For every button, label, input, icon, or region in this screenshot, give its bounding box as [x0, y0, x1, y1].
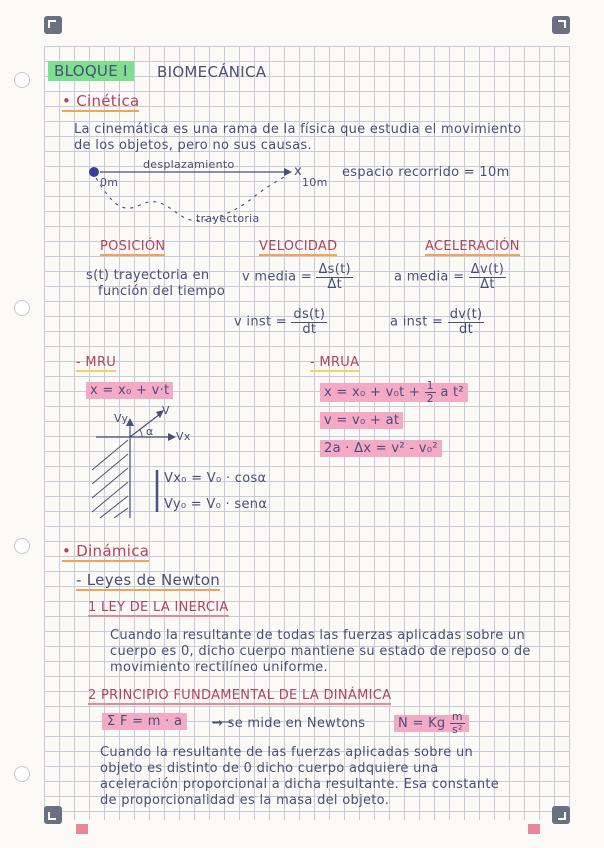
velocity-vector — [130, 414, 160, 437]
origin-point — [89, 167, 99, 177]
posicion-text-line: función del tiempo — [98, 284, 226, 299]
law1-text-line: cuerpo es 0, dicho cuerpo mantiene su estado de reposo o de — [110, 644, 531, 659]
law2-units-formula: N = Kg $\frac{m}{\text{s²}}$ — [394, 711, 469, 735]
law1-text-line: movimiento rectilíneo uniforme. — [110, 660, 328, 675]
vy0-formula: Vy₀ = V₀ · senα — [164, 497, 268, 512]
law2-text-line: objeto es distinto de 0 dicho cuerpo adquiere una — [100, 761, 439, 776]
end-label: x — [294, 164, 302, 179]
mrua-equation-velocity: v = v₀ + at — [320, 413, 403, 428]
angle-arc — [140, 430, 142, 437]
mru-equation: x = x₀ + v·t — [86, 383, 173, 398]
block-title: BLOQUE I — [48, 62, 134, 80]
law2-text-line: de proporcionalidad es la masa del objeto. — [100, 793, 390, 808]
heading-mrua: - MRUA — [310, 355, 360, 370]
displacement-label: desplazamiento — [143, 158, 235, 171]
displacement-arrowhead — [284, 168, 292, 176]
vy-label: Vy — [114, 412, 129, 425]
velocidad-media-formula: v media = $\frac{\Delta s(t)}{\Delta t}$ — [242, 262, 351, 292]
heading-laws-of-newton: - Leyes de Newton — [76, 571, 221, 589]
alpha-label: α — [146, 425, 154, 438]
vx-label: Vx — [176, 430, 191, 443]
law2-text-line: aceleración proporcional a dicha resultante. Esa constante — [100, 777, 500, 792]
aceleracion-media-formula: a media = $\frac{\Delta v(t)}{\Delta t}$ — [394, 262, 505, 292]
posicion-text-line: s(t) trayectoria en — [86, 268, 210, 283]
law2-units-text: → se mide en Newtons — [212, 716, 366, 731]
section-title-cinetica: • Cinética — [62, 92, 140, 110]
subject-title: BIOMECÁNICA — [157, 63, 267, 81]
start-label: 0m — [100, 176, 119, 189]
velocidad-inst-formula: v inst = $\frac{ds(t)}{dt}$ — [234, 307, 326, 337]
law1-text-line: Cuando la resultante de todas las fuerzas aplicadas sobre un — [110, 628, 526, 643]
vx0-formula: Vx₀ = V₀ · cosα — [164, 471, 267, 486]
end-sub-label: 10m — [302, 176, 328, 189]
mrua-equation-position: x = x₀ + v₀t + $\frac{1}{2}$ a t² — [320, 380, 468, 404]
distance-text: espacio recorrido = 10m — [342, 165, 510, 180]
aceleracion-inst-formula: a inst = $\frac{dv(t)}{dt}$ — [390, 307, 483, 337]
law2-title: 2 PRINCIPIO FUNDAMENTAL DE LA DINÁMICA — [88, 688, 392, 703]
mrua-equation-torricelli: 2a · Δx = v² - v₀² — [320, 441, 442, 456]
heading-aceleracion: ACELERACIÓN — [425, 239, 520, 254]
intro-text-line: de los objetos, pero no sus causas. — [74, 138, 312, 153]
trajectory-label: trayectoria — [196, 212, 260, 225]
heading-velocidad: VELOCIDAD — [259, 239, 338, 254]
intro-text-line: La cinemática es una rama de la física que estudia el movimiento — [74, 122, 522, 137]
law2-equation: Σ F = m · a — [102, 714, 187, 729]
ground-hatching — [92, 440, 128, 518]
x-axis-arrowhead — [168, 433, 176, 441]
heading-posicion: POSICIÓN — [100, 239, 166, 254]
law1-title: 1 LEY DE LA INERCIA — [88, 600, 229, 615]
law2-text-line: Cuando la resultante de las fuerzas aplicadas sobre un — [100, 745, 474, 760]
heading-mru: - MRU — [76, 355, 117, 370]
v-label: V — [162, 404, 170, 417]
section-title-dinamica: • Dinámica — [62, 542, 150, 560]
